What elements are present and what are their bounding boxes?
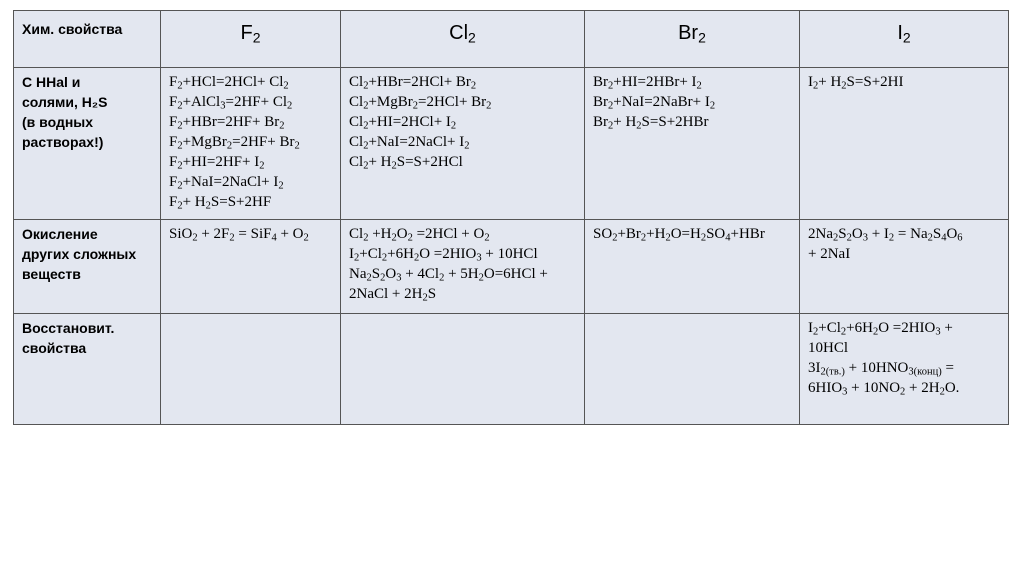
header-row (14, 11, 1009, 68)
equation: $Br_2+ H_2S=S+2HBr$ (593, 114, 709, 132)
element-symbol: Br (678, 22, 699, 44)
row-reduction (14, 314, 1009, 425)
equation: 2NaCl + $2H_2S$ (349, 286, 437, 304)
equation: $Br_2+HI=2HBr+ I_2$ (593, 74, 702, 92)
element-symbol: F (240, 22, 253, 44)
header-label: Хим. свойства (22, 21, 123, 37)
row-label-line: солями, H₂S (22, 94, 108, 110)
equation: $F_2+HCl=2HCl+ Cl_2$ (169, 74, 289, 92)
equation: + 2NaI (808, 246, 851, 262)
cell-hhal-i2 (800, 68, 1009, 220)
element-subscript: 2 (902, 29, 911, 46)
chemistry-properties-table (13, 10, 1009, 425)
header-br2 (585, 11, 800, 68)
row-hhal-reactions (14, 68, 1009, 220)
equation: $SiO_2 + 2F_2 = SiF_4 + O_2$ (169, 226, 309, 244)
row-label-line: других сложных (22, 246, 137, 262)
equation: $SO_2+Br_2+H_2O=H_2SO_4+HBr$ (593, 226, 765, 244)
row-label-line: С HHal и (22, 74, 81, 90)
cell-reduction-cl2 (341, 314, 585, 425)
element-symbol: I (897, 22, 903, 44)
row-label-hhal (14, 68, 161, 220)
row-label-line: растворах!) (22, 134, 104, 150)
cell-reduction-f2 (161, 314, 341, 425)
cell-oxidation-f2 (161, 220, 341, 314)
equation: $F_2+HI=2HF+ I_2$ (169, 154, 265, 172)
header-cl2 (341, 11, 585, 68)
cell-oxidation-cl2 (341, 220, 585, 314)
element-subscript: 2 (698, 29, 706, 46)
equation: $F_2+AlCl_3=2HF+ Cl_2$ (169, 94, 293, 112)
equation: $I_2+ H_2S=S+2HI$ (808, 74, 904, 92)
row-label-oxidation (14, 220, 161, 314)
row-label-line: (в водных (22, 114, 94, 130)
equation: $Cl_2+HI=2HCl+ I_2$ (349, 114, 457, 132)
cell-reduction-br2 (585, 314, 800, 425)
equation: $Cl_2 +H_2O_2 =2HCl + O_2$ (349, 226, 490, 244)
cell-oxidation-br2 (585, 220, 800, 314)
equation: $Cl_2+HBr=2HCl+ Br_2$ (349, 74, 477, 92)
equation: $I_2+Cl_2+6H_2O =2HIO_3$ + (808, 320, 953, 338)
row-label-line: Окисление (22, 226, 98, 242)
element-subscript: 2 (468, 29, 476, 46)
element-symbol: Cl (449, 22, 469, 44)
cell-hhal-br2 (585, 68, 800, 220)
equation: $6HIO_3 + 10NO_2 + 2H_2O$. (808, 380, 960, 398)
cell-oxidation-i2 (800, 220, 1009, 314)
equation: $F_2+NaI=2NaCl+ I_2$ (169, 174, 284, 192)
row-label-line: свойства (22, 340, 87, 356)
cell-hhal-f2 (161, 68, 341, 220)
equation: $F_2+MgBr_2=2HF+ Br_2$ (169, 134, 300, 152)
equation: $Cl_2+MgBr_2=2HCl+ Br_2$ (349, 94, 492, 112)
equation: $2Na_2S_2O_3 + I_2 = Na_2S_4O_6$ (808, 226, 963, 244)
header-i2 (800, 11, 1009, 68)
row-label-reduction (14, 314, 161, 425)
element-subscript: 2 (252, 29, 261, 46)
equation: $F_2+ H_2S=S+2HF$ (169, 194, 272, 212)
cell-hhal-cl2 (341, 68, 585, 220)
row-oxidation (14, 220, 1009, 314)
equation: $F_2+HBr=2HF+ Br_2$ (169, 114, 285, 132)
row-label-line: Восстановит. (22, 320, 115, 336)
equation: $I_2+Cl_2+6H_2O =2HIO_3 + 10HCl$ (349, 246, 538, 264)
equation: $Na_2S_2O_3 + 4Cl_2 + 5H_2O=6HCl$ + (349, 266, 548, 284)
equation: $Br_2+NaI=2NaBr+ I_2$ (593, 94, 716, 112)
row-label-line: веществ (22, 266, 81, 282)
equation: 10HCl (808, 340, 849, 356)
cell-reduction-i2 (800, 314, 1009, 425)
equation: $3I_{2(тв.)} + 10HNO_{3(конц)}$ = (808, 360, 954, 378)
header-f2 (161, 11, 341, 68)
header-label-cell (14, 11, 161, 68)
equation: $Cl_2+ H_2S=S+2HCl$ (349, 154, 463, 172)
equation: $Cl_2+NaI=2NaCl+ I_2$ (349, 134, 470, 152)
